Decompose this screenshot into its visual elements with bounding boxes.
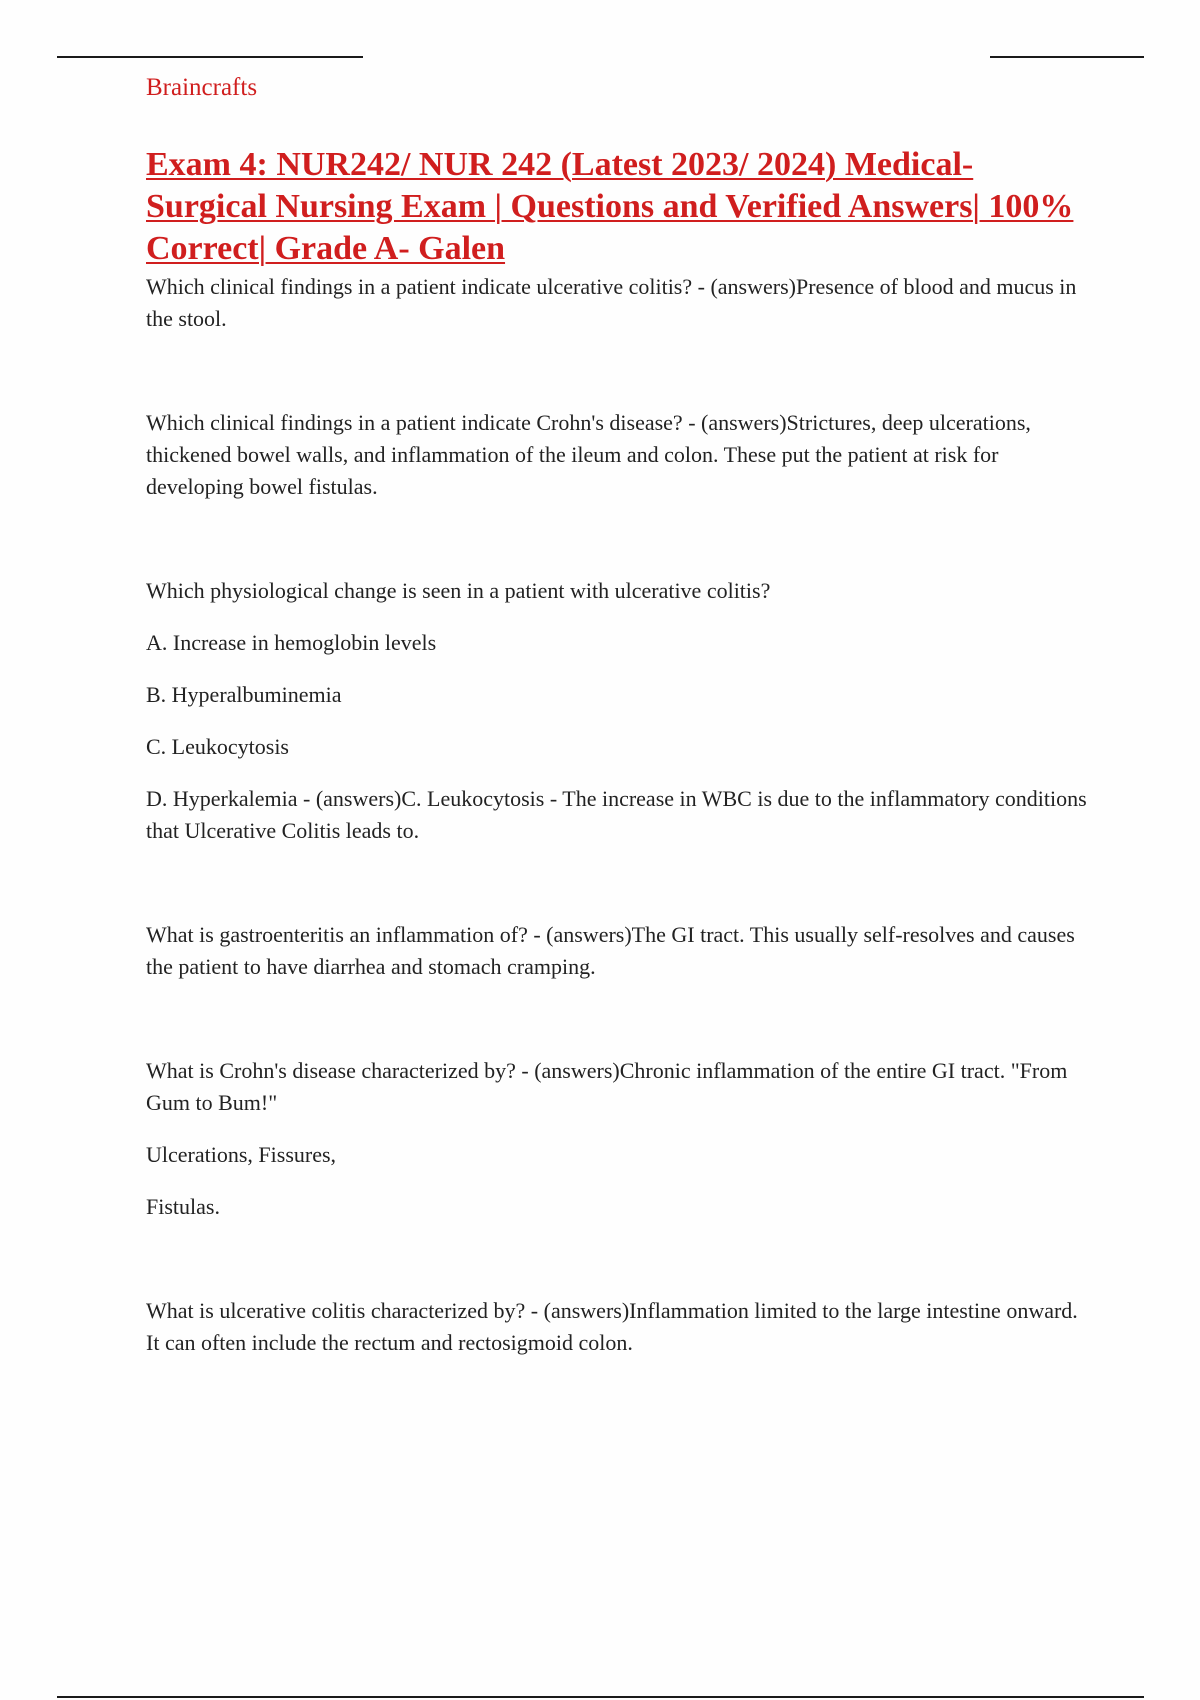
document-title: Exam 4: NUR242/ NUR 242 (Latest 2023/ 2024) Medical-Surgical Nursing Exam | Questions and Verified Answers| 100% Correct| Grade A- Galen [146,146,1074,267]
page-content [146,70,1091,1359]
brand-name: Braincrafts [146,74,258,101]
qa-text: Which physiological change is seen in a patient with ulcerative colitis? [146,578,771,603]
qa-item [146,575,1091,847]
answer-option: B. Hyperalbuminemia [146,682,342,707]
qa-item [146,1295,1091,1359]
footer-rule [57,1696,1144,1698]
qa-text: What is gastroenteritis an inflammation of? - (answers)The GI tract. This usually self-resolves and causes the patient to have diarrhea and stomach cramping. [146,922,1075,979]
answer-option: D. Hyperkalemia - (answers)C. Leukocytosis - The increase in WBC is due to the inflammatory conditions that Ulcerative Colitis leads to. [146,786,1087,843]
qa-item [146,407,1091,503]
qa-text: What is ulcerative colitis characterized by? - (answers)Inflammation limited to the large intestine onward. It can often include the rectum and rectosigmoid colon. [146,1298,1078,1355]
qa-text: What is Crohn's disease characterized by? - (answers)Chronic inflammation of the entire GI tract. "From Gum to Bum!" [146,1058,1068,1115]
qa-text: Which clinical findings in a patient indicate ulcerative colitis? - (answers)Presence of blood and mucus in the stool. [146,274,1077,331]
qa-continuation: Ulcerations, Fissures, [146,1142,337,1167]
qa-text: Which clinical findings in a patient indicate Crohn's disease? - (answers)Strictures, deep ulcerations, thickened bowel walls, and inflammation of the ileum and colon. These put the patient at risk for developing bowel fistulas. [146,410,1031,499]
qa-continuation: Fistulas. [146,1194,220,1219]
header-rule-right [990,56,1144,58]
answer-option: C. Leukocytosis [146,734,289,759]
qa-item [146,919,1091,983]
answer-option: A. Increase in hemoglobin levels [146,630,437,655]
header-rule-left [57,56,363,58]
qa-item [146,271,1091,335]
qa-item [146,1055,1091,1223]
